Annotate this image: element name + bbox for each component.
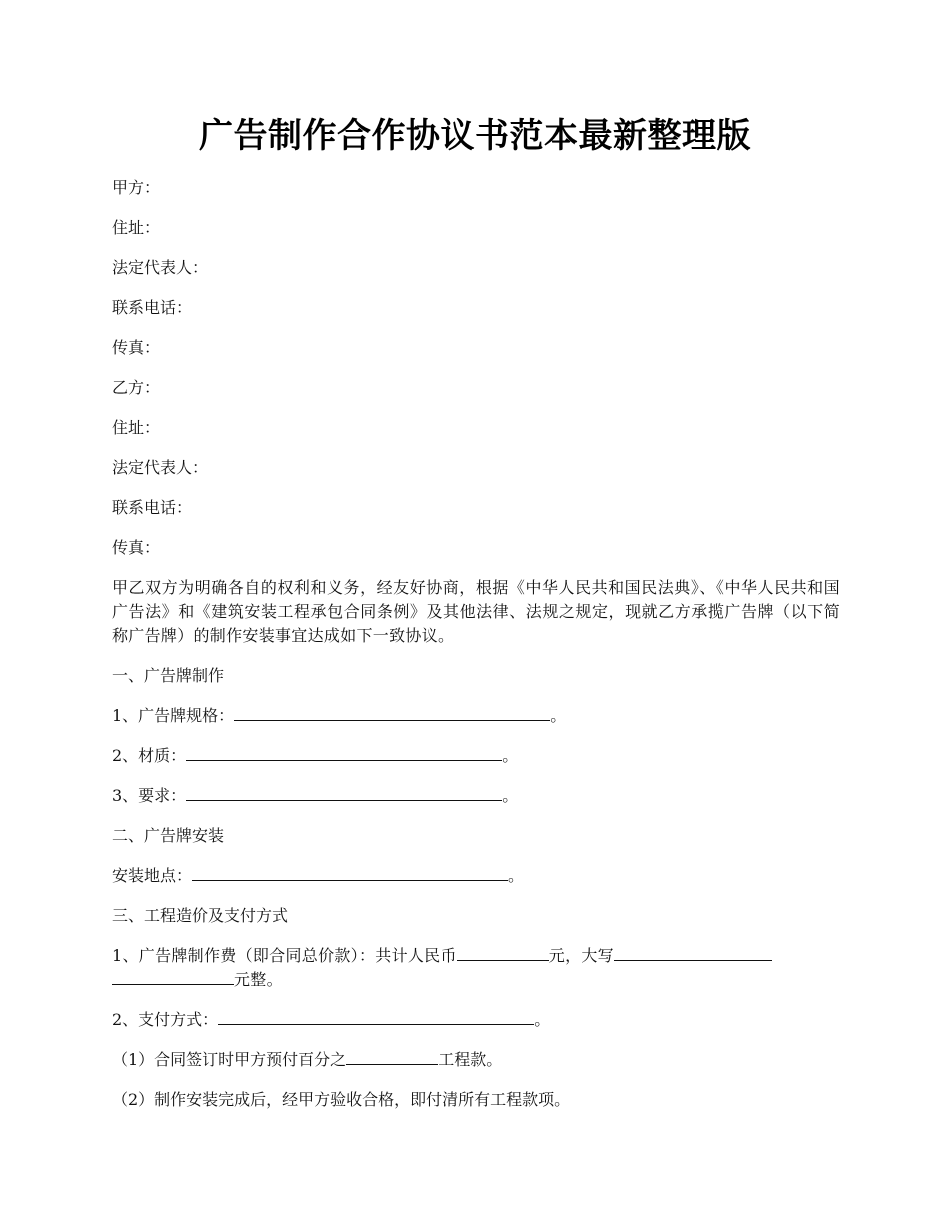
party-a-fax: 传真： — [112, 338, 161, 357]
requirement-label: 3、要求： — [112, 786, 187, 805]
party-b-representative: 法定代表人： — [112, 458, 209, 477]
material-line — [112, 744, 840, 768]
payment-item-1-suffix: 工程款。 — [438, 1050, 503, 1069]
party-a-address: 住址： — [112, 218, 161, 237]
party-b-phone: 联系电话： — [112, 498, 193, 517]
party-b-label: 乙方： — [112, 378, 161, 397]
material-label: 2、材质： — [112, 746, 187, 765]
material-end: 。 — [502, 746, 519, 765]
requirement-end: 。 — [502, 786, 519, 805]
fee-end: 元整。 — [234, 970, 283, 989]
payment-item-1-prefix: （1）合同签订时甲方预付百分之 — [112, 1050, 347, 1069]
location-blank — [192, 864, 508, 881]
document-body — [112, 176, 840, 1128]
payment-item-1-blank — [346, 1048, 438, 1065]
payment-line — [112, 1008, 840, 1032]
fee-paragraph — [112, 944, 840, 992]
party-a-representative: 法定代表人： — [112, 258, 209, 277]
document-title: 广告制作合作协议书范本最新整理版 — [199, 116, 751, 156]
party-b-fax: 传真： — [112, 538, 161, 557]
requirement-blank — [186, 784, 502, 801]
intro-paragraph: 甲乙双方为明确各自的权利和义务，经友好协商，根据《中华人民共和国民法典》、《中华人民共和国广告法》和《建筑安装工程承包合同条例》及其他法律、法规之规定，现就乙方承揽广告牌（以下简称广告牌）的制作安装事宜达成如下一致协议。 — [112, 578, 840, 645]
section-1-heading: 一、广告牌制作 — [112, 666, 225, 685]
material-blank — [186, 744, 502, 761]
payment-end: 。 — [534, 1010, 551, 1029]
section-3-heading: 三、工程造价及支付方式 — [112, 906, 289, 925]
payment-item-2: （2）制作安装完成后，经甲方验收合格，即付清所有工程款项。 — [112, 1090, 571, 1109]
location-label: 安装地点： — [112, 866, 193, 885]
party-b-address: 住址： — [112, 418, 161, 437]
fee-capital-blank — [614, 944, 772, 961]
fee-capital-blank-cont — [112, 968, 234, 985]
spec-end: 。 — [550, 706, 567, 725]
location-line — [112, 864, 840, 888]
payment-item-1 — [112, 1048, 840, 1072]
spec-label: 1、广告牌规格： — [112, 706, 235, 725]
fee-unit: 元，大写 — [548, 946, 614, 965]
fee-amount-blank — [457, 944, 549, 961]
party-a-label: 甲方： — [112, 178, 161, 197]
requirement-line — [112, 784, 840, 808]
location-end: 。 — [508, 866, 525, 885]
payment-label: 2、支付方式： — [112, 1010, 219, 1029]
section-2-heading: 二、广告牌安装 — [112, 826, 225, 845]
spec-line — [112, 704, 840, 728]
payment-blank — [218, 1008, 534, 1025]
party-a-phone: 联系电话： — [112, 298, 193, 317]
spec-blank — [234, 704, 550, 721]
fee-label: 1、广告牌制作费（即合同总价款）：共计人民币 — [112, 946, 457, 965]
